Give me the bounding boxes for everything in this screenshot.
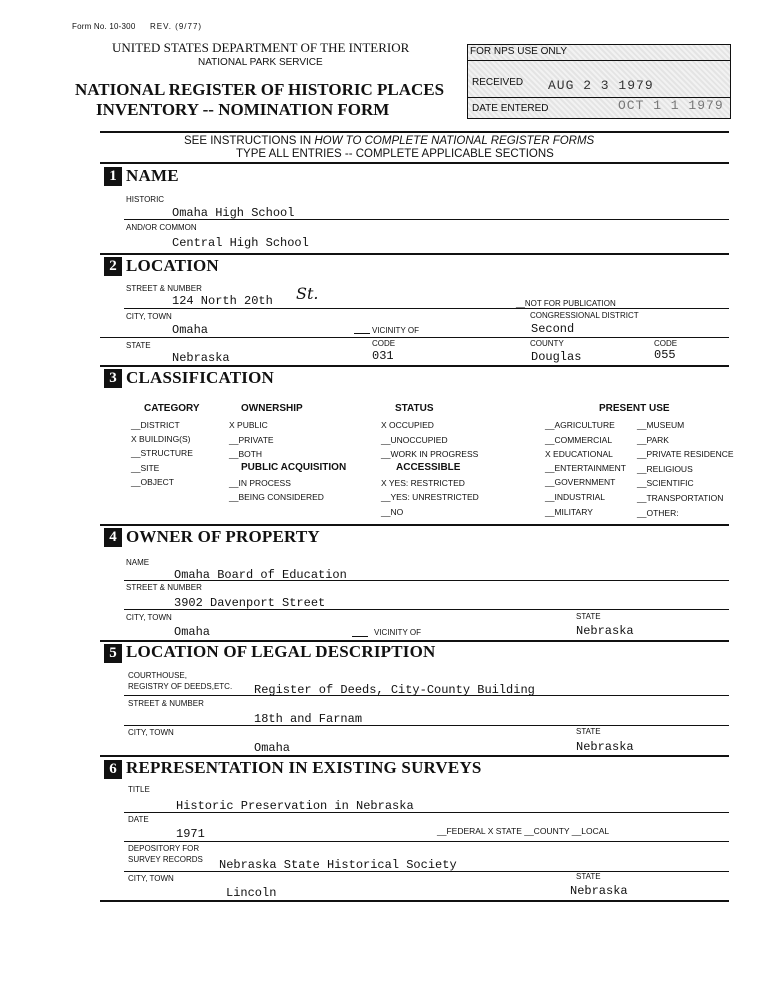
historic-value: Omaha High School — [172, 206, 295, 220]
survey-title-value: Historic Preservation in Nebraska — [176, 799, 414, 813]
county-value: Douglas — [531, 350, 582, 364]
courthouse-label: COURTHOUSE, — [128, 671, 187, 680]
section-4-number: 4 — [104, 528, 122, 547]
use-government: __GOVERNMENT — [545, 477, 616, 487]
use-commercial: __COMMERCIAL — [545, 435, 613, 445]
use-other: __OTHER: — [637, 508, 679, 518]
survey-city-label: CITY, TOWN — [128, 874, 174, 883]
depository-value: Nebraska State Historical Society — [219, 858, 457, 872]
use-transportation: __TRANSPORTATION — [637, 493, 724, 503]
survey-date-value: 1971 — [176, 827, 205, 841]
category-structure: __STRUCTURE — [131, 448, 193, 458]
status-unoccupied: __UNOCCUPIED — [381, 435, 448, 445]
congressional-label: CONGRESSIONAL DISTRICT — [530, 311, 639, 320]
section-5-number: 5 — [104, 644, 122, 663]
section-3-number: 3 — [104, 369, 122, 388]
accessible-unrestricted: __YES: UNRESTRICTED — [381, 492, 479, 502]
ownership-heading: OWNERSHIP — [241, 403, 303, 414]
survey-title-label: TITLE — [128, 785, 150, 794]
survey-levels: __FEDERAL X STATE __COUNTY __LOCAL — [437, 826, 610, 836]
use-religious: __RELIGIOUS — [637, 464, 693, 474]
owner-state-label: STATE — [576, 612, 601, 621]
use-agriculture: __AGRICULTURE — [545, 420, 615, 430]
category-district: __DISTRICT — [131, 420, 180, 430]
legal-street-value: 18th and Farnam — [254, 712, 363, 726]
section-5-title: LOCATION OF LEGAL DESCRIPTION — [126, 642, 436, 661]
depository-label: DEPOSITORY FOR — [128, 844, 200, 853]
category-site: __SITE — [131, 463, 160, 473]
nps-header: FOR NPS USE ONLY — [470, 46, 568, 57]
accessible-heading: ACCESSIBLE — [396, 462, 461, 473]
survey-records-label: SURVEY RECORDS — [128, 855, 203, 864]
owner-city-label: CITY, TOWN — [126, 613, 172, 622]
accessible-no: __NO — [381, 507, 404, 517]
present-use-heading: PRESENT USE — [599, 403, 670, 414]
city-label: CITY, TOWN — [126, 312, 172, 321]
instructions-line2: TYPE ALL ENTRIES -- COMPLETE APPLICABLE SECTIONS — [236, 148, 554, 160]
legal-city-label: CITY, TOWN — [128, 728, 174, 737]
status-occupied: X OCCUPIED — [381, 420, 434, 430]
owner-name-label: NAME — [126, 558, 150, 567]
county-code-label: CODE — [654, 339, 678, 348]
section-6-title: REPRESENTATION IN EXISTING SURVEYS — [126, 758, 482, 777]
courthouse-value: Register of Deeds, City-County Building — [254, 683, 535, 697]
owner-street-value: 3902 Davenport Street — [174, 596, 326, 610]
registry-label: REGISTRY OF DEEDS,ETC. — [128, 682, 233, 691]
congressional-value: Second — [531, 322, 575, 336]
nps-use-box — [467, 44, 731, 119]
date-entered-stamp: OCT 1 1 1979 — [618, 98, 724, 113]
category-object: __OBJECT — [131, 477, 174, 487]
survey-date-label: DATE — [128, 815, 149, 824]
form-number: Form No. 10-300 — [72, 22, 136, 31]
section-3-title: CLASSIFICATION — [126, 368, 274, 387]
acquisition-in-process: __IN PROCESS — [229, 478, 291, 488]
ownership-private: __PRIVATE — [229, 435, 274, 445]
section-2-title: LOCATION — [126, 256, 219, 275]
city-value: Omaha — [172, 323, 209, 337]
acquisition-being-considered: __BEING CONSIDERED — [229, 492, 324, 502]
survey-state-value: Nebraska — [570, 884, 628, 898]
use-entertainment: __ENTERTAINMENT — [545, 463, 626, 473]
section-4-title: OWNER OF PROPERTY — [126, 527, 320, 546]
form-revision: REV. (9/77) — [150, 22, 203, 31]
legal-city-value: Omaha — [254, 741, 291, 755]
code-value: 031 — [372, 349, 394, 363]
form-title-line2: INVENTORY -- NOMINATION FORM — [96, 100, 390, 119]
date-entered-label: DATE ENTERED — [472, 103, 549, 114]
county-label: COUNTY — [530, 339, 564, 348]
common-value: Central High School — [172, 236, 309, 250]
instructions-line1: SEE INSTRUCTIONS IN HOW TO COMPLETE NATIONAL REGISTER FORMS — [184, 135, 595, 147]
section-1-number: 1 — [104, 167, 122, 186]
section-2-number: 2 — [104, 257, 122, 276]
use-private-residence: __PRIVATE RESIDENCE — [637, 449, 734, 459]
status-work-in-progress: __WORK IN PROGRESS — [381, 449, 479, 459]
use-educational: X EDUCATIONAL — [545, 449, 613, 459]
use-scientific: __SCIENTIFIC — [637, 478, 694, 488]
category-heading: CATEGORY — [144, 403, 200, 414]
legal-state-label: STATE — [576, 727, 601, 736]
use-industrial: __INDUSTRIAL — [545, 492, 605, 502]
owner-state-value: Nebraska — [576, 624, 634, 638]
not-for-publication: __NOT FOR PUBLICATION — [516, 299, 616, 308]
use-park: __PARK — [637, 435, 669, 445]
section-1-title: NAME — [126, 166, 179, 185]
vicinity-of-label: VICINITY OF — [372, 326, 419, 335]
use-military: __MILITARY — [545, 507, 593, 517]
historic-label: HISTORIC — [126, 195, 165, 204]
owner-city-value: Omaha — [174, 625, 211, 639]
received-stamp: AUG 2 3 1979 — [548, 78, 654, 93]
owner-street-label: STREET & NUMBER — [126, 583, 202, 592]
state-value: Nebraska — [172, 351, 230, 365]
owner-vicinity-label: VICINITY OF — [374, 628, 421, 637]
state-label: STATE — [126, 341, 151, 350]
survey-city-value: Lincoln — [226, 886, 277, 900]
department-name: UNITED STATES DEPARTMENT OF THE INTERIOR — [112, 40, 410, 55]
service-name: NATIONAL PARK SERVICE — [198, 57, 323, 68]
legal-state-value: Nebraska — [576, 740, 634, 754]
street-handwritten: St. — [296, 284, 319, 303]
category-buildings: X BUILDING(S) — [131, 434, 191, 444]
ownership-both: __BOTH — [229, 449, 263, 459]
survey-state-label: STATE — [576, 872, 601, 881]
street-label: STREET & NUMBER — [126, 284, 202, 293]
use-museum: __MUSEUM — [637, 420, 685, 430]
form-title-line1: NATIONAL REGISTER OF HISTORIC PLACES — [75, 80, 445, 99]
county-code-value: 055 — [654, 348, 676, 362]
received-label: RECEIVED — [472, 77, 524, 88]
common-label: AND/OR COMMON — [126, 223, 197, 232]
public-acquisition-heading: PUBLIC ACQUISITION — [241, 462, 347, 473]
owner-name-value: Omaha Board of Education — [174, 568, 347, 582]
section-6-number: 6 — [104, 760, 122, 779]
street-value: 124 North 20th — [172, 294, 273, 308]
status-heading: STATUS — [395, 403, 434, 414]
legal-street-label: STREET & NUMBER — [128, 699, 204, 708]
ownership-public: X PUBLIC — [229, 420, 268, 430]
accessible-restricted: X YES: RESTRICTED — [381, 478, 465, 488]
code-label: CODE — [372, 339, 396, 348]
